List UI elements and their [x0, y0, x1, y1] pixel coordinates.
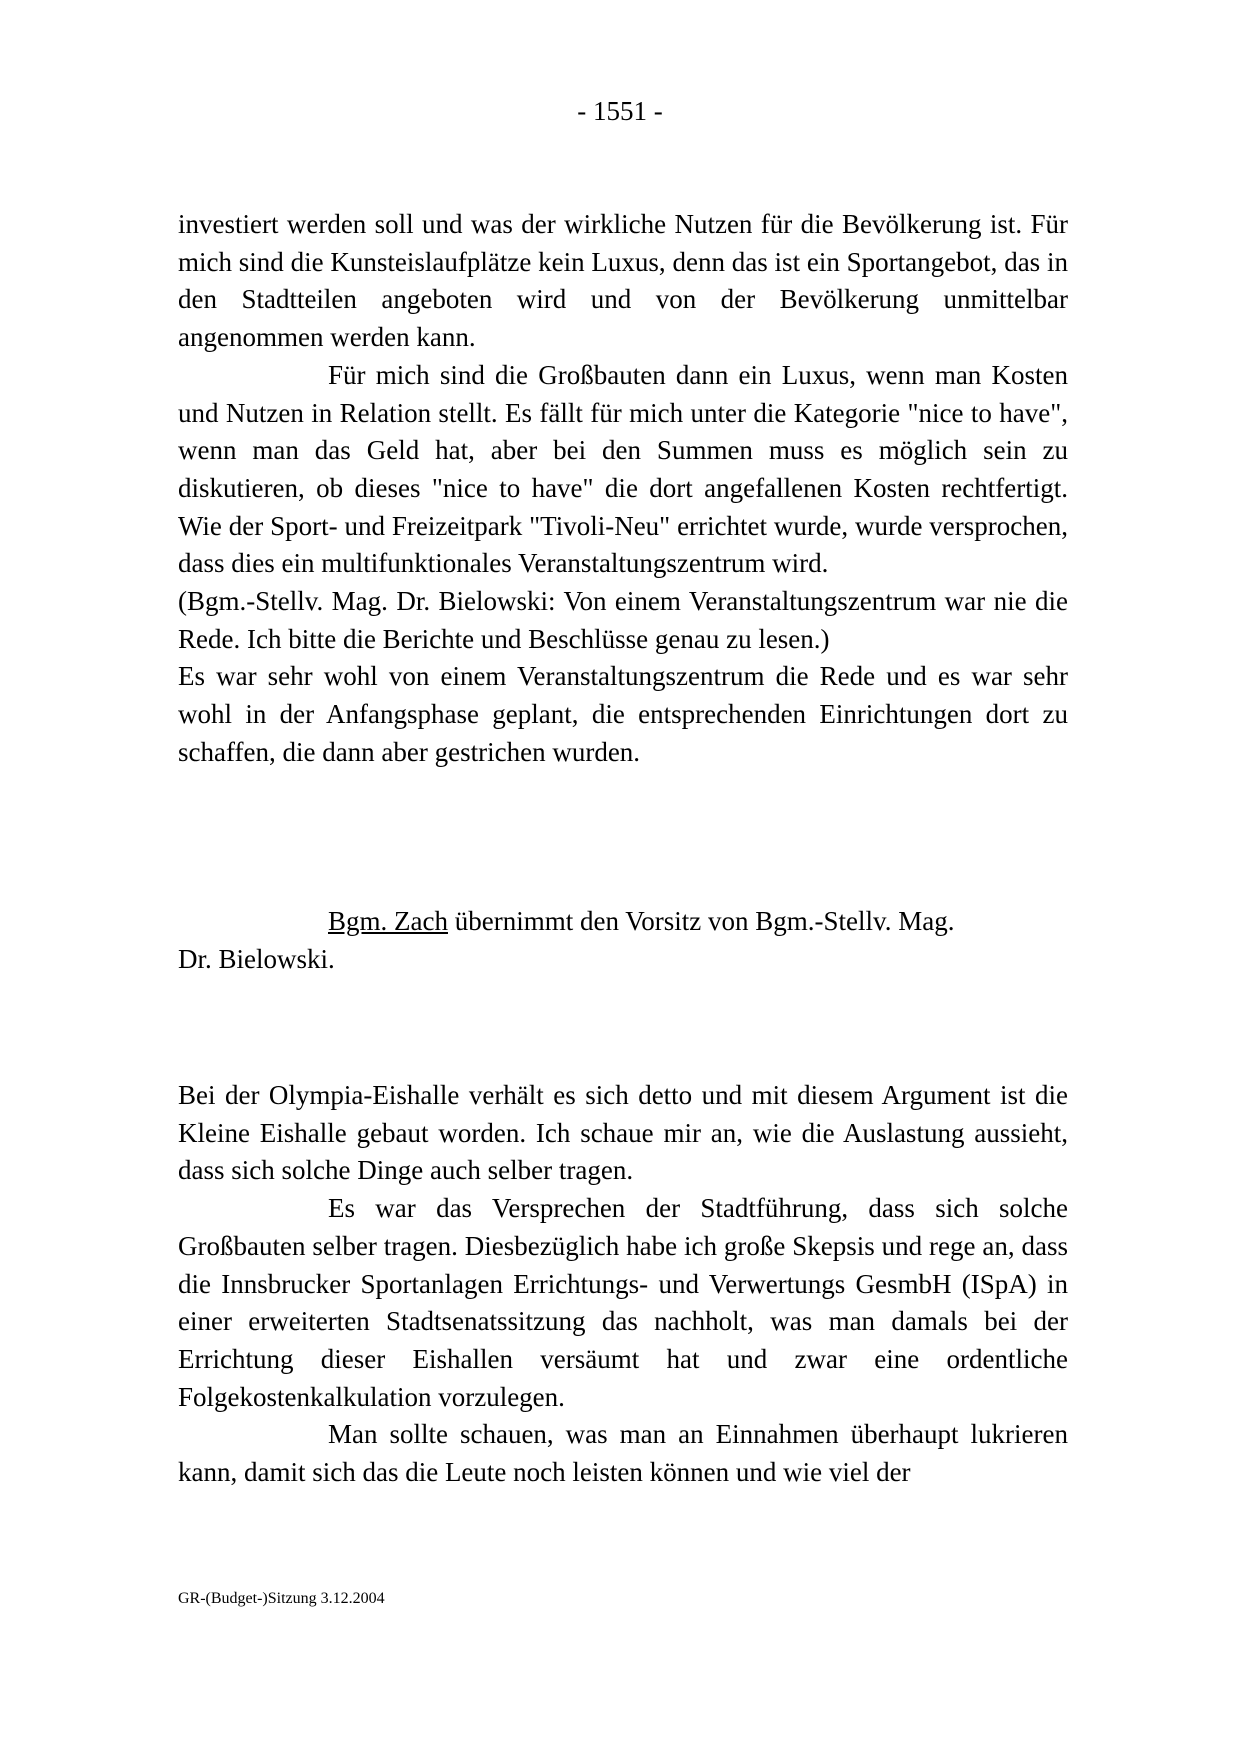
chair-name: Bgm. Zach	[328, 906, 448, 936]
chair-notice-text: übernimmt den Vorsitz von Bgm.-Stellv. Mag.	[447, 906, 955, 936]
paragraph: Bei der Olympia-Eishalle verhält es sich detto und mit diesem Argument ist die Kleine Eishalle gebaut worden. Ich schaue mir an, wie die Auslastung aussieht, dass sich solche Dinge auch selber tragen.	[178, 1080, 1068, 1186]
chair-notice-line	[178, 903, 1068, 941]
page-number: - 1551 -	[577, 96, 663, 126]
body-section-2	[178, 1077, 1068, 1492]
paragraph: Für mich sind die Großbauten dann ein Luxus, wenn man Kosten und Nutzen in Relation stellt. Es fällt für mich unter die Kategorie "nice to have", wenn man das Geld hat, aber bei den Summen muss es möglich sein zu diskutieren, ob dieses "nice to have" die dort angefallenen Kosten rechtfertigt. Wie der Sport- und Freizeitpark "Tivoli-Neu" errichtet wurde, wurde versprochen, dass dies ein multifunktionales Veranstaltungszentrum wird.	[178, 359, 1068, 579]
paragraph: Es war sehr wohl von einem Veranstaltungszentrum die Rede und es war sehr wohl in der Anfangsphase geplant, die entsprechenden Einrichtungen dort zu schaffen, die dann aber gestrichen wurden.	[178, 661, 1068, 767]
paragraph: Man sollte schauen, was man an Einnahmen überhaupt lukrieren kann, damit sich das die Leute noch leisten können und wie viel der	[178, 1419, 1068, 1488]
chair-notice-line-2: Dr. Bielowski.	[178, 943, 335, 974]
interjection: (Bgm.-Stellv. Mag. Dr. Bielowski: Von einem Veranstaltungszentrum war nie die Rede. Ich bitte die Berichte und Beschlüsse genau zu lesen.)	[178, 586, 1068, 654]
paragraph: investiert werden soll und was der wirkliche Nutzen für die Bevölkerung ist. Für mich sind die Kunsteislaufplätze kein Luxus, denn das ist ein Sportangebot, das in den Stadtteilen angeboten wird und von der Bevölkerung unmittelbar angenommen werden kann.	[178, 209, 1068, 353]
chair-change-notice	[178, 903, 1068, 978]
paragraph: Es war das Versprechen der Stadtführung, dass sich solche Großbauten selber tragen. Diesbezüglich habe ich große Skepsis und rege an, dass die Innsbrucker Sportanlagen Errichtungs- und Verwertungs GesmbH (ISpA) in einer erweiterten Stadtsenatssitzung das nachholt, was man damals bei der Errichtung dieser Eishallen versäumt hat und zwar eine ordentliche Folgekostenkalkulation vorzulegen.	[178, 1193, 1068, 1412]
footer-session-label: GR-(Budget-)Sitzung 3.12.2004	[178, 1590, 385, 1607]
body-section-1	[178, 206, 1068, 772]
